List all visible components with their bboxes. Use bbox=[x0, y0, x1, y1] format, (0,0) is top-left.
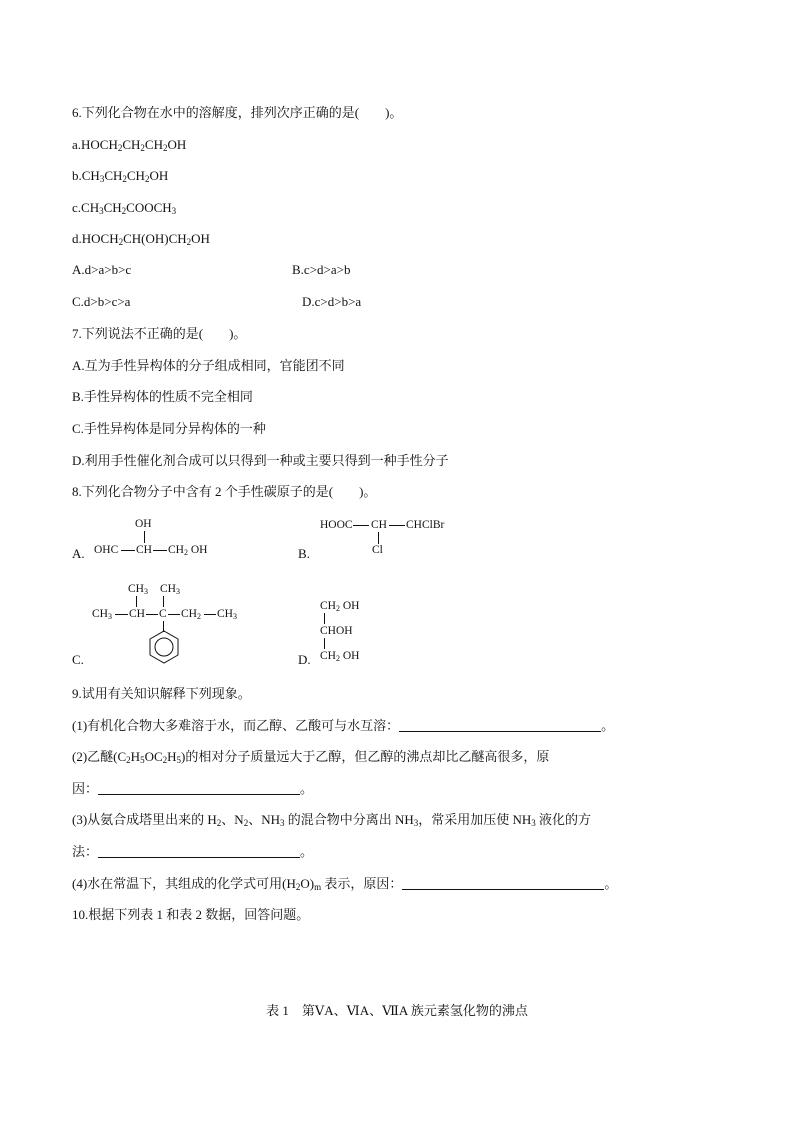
struct-c-bond-v1 bbox=[136, 596, 137, 607]
struct-c-ch3-right: $CH_3$ bbox=[217, 608, 237, 621]
answer-blank-1[interactable] bbox=[399, 719, 601, 732]
struct-d-bond-v1 bbox=[324, 613, 325, 624]
q8-label-c: C. bbox=[72, 652, 84, 667]
struct-d-row2: CHOH bbox=[320, 625, 353, 637]
q6-stem: 6.下列化合物在水中的溶解度，排列次序正确的是( )。 bbox=[72, 105, 403, 120]
struct-b-cl: Cl bbox=[372, 544, 383, 556]
struct-c-c: C bbox=[159, 608, 167, 620]
q8-label-b: B. bbox=[298, 546, 310, 561]
q6-option-c: C.d>b>c>a bbox=[72, 294, 131, 309]
answer-blank-3[interactable] bbox=[98, 845, 300, 858]
struct-c-ch3-left: $CH_3$ bbox=[92, 608, 112, 621]
struct-c-ch3-top1: $CH_3$ bbox=[128, 583, 148, 596]
struct-b-bond-v bbox=[378, 532, 379, 544]
q9-part-3-line2: 法： 。 bbox=[72, 844, 314, 859]
struct-c-bond-2 bbox=[146, 614, 158, 615]
q6-item-b: $b.CH_3CH_2CH_2OH$ bbox=[72, 168, 169, 184]
struct-b-bond-2 bbox=[389, 525, 405, 526]
q6-item-c: $c.CH_3CH_2COOCH_3$ bbox=[72, 200, 177, 216]
q6-item-d: $d.HOCH_2CH(OH)CH_2OH$ bbox=[72, 231, 210, 247]
struct-c-ch: CH bbox=[129, 608, 145, 620]
struct-a-ch: CH bbox=[136, 544, 152, 556]
struct-d-row1: $CH_2$ OH bbox=[320, 600, 360, 613]
struct-a-bond-2 bbox=[153, 550, 167, 551]
table-1-caption: 表 1 第ⅤA、ⅥA、ⅦA 族元素氢化物的沸点 bbox=[266, 1003, 528, 1018]
answer-blank-4[interactable] bbox=[402, 877, 604, 890]
struct-c-bond-4 bbox=[204, 614, 216, 615]
q7-stem: 7.下列说法不正确的是( )。 bbox=[72, 326, 247, 341]
benzene-ring-icon bbox=[148, 630, 180, 664]
q9-part-2: (2)乙醚$(C_2H_5OC_2H_5)$的相对分子质量远大于乙醇，但乙醇的沸点却比乙醚高很多，原 bbox=[72, 749, 550, 765]
struct-a-ch2oh: $CH_2$ OH bbox=[168, 544, 208, 557]
q7-option-c: C.手性异构体是同分异构体的一种 bbox=[72, 421, 266, 436]
struct-a-bond-v bbox=[144, 531, 145, 543]
struct-c-ch2: $CH_2$ bbox=[181, 608, 201, 621]
answer-blank-2[interactable] bbox=[98, 782, 300, 795]
q8-stem: 8.下列化合物分子中含有 2 个手性碳原子的是( )。 bbox=[72, 484, 377, 499]
struct-a-bond-1 bbox=[121, 550, 135, 551]
struct-a-ohc: OHC bbox=[94, 544, 119, 556]
q9-stem: 9.试用有关知识解释下列现象。 bbox=[72, 686, 251, 701]
struct-b-bond-1 bbox=[353, 525, 369, 526]
q7-option-b: B.手性异构体的性质不完全相同 bbox=[72, 389, 253, 404]
q6-option-b: B.c>d>a>b bbox=[292, 262, 351, 277]
struct-c-bond-1 bbox=[115, 614, 128, 615]
q8-label-d: D. bbox=[298, 652, 311, 667]
struct-c-ch3-top2: $CH_3$ bbox=[160, 583, 180, 596]
struct-b-chclbr: CHClBr bbox=[406, 519, 445, 531]
q8-label-a: A. bbox=[72, 546, 85, 561]
q6-option-d: D.c>d>b>a bbox=[302, 294, 362, 309]
q9-part-4: (4)水在常温下，其组成的化学式可用$(H_2O)_m$ 表示，原因： 。 bbox=[72, 876, 618, 892]
q9-part-1: (1)有机化合物大多难溶于水，而乙醇、乙酸可与水互溶： 。 bbox=[72, 718, 615, 733]
struct-c-bond-v2 bbox=[163, 596, 164, 607]
q10-stem: 10.根据下列表 1 和表 2 数据，回答问题。 bbox=[72, 907, 310, 922]
struct-b-hooc: HOOC bbox=[320, 519, 353, 531]
struct-b-ch: CH bbox=[371, 519, 387, 531]
q6-option-a: A.d>a>b>c bbox=[72, 262, 132, 277]
q9-part-3: (3)从氨合成塔里出来的 $H_2$、$N_2$、$NH_3$ 的混合物中分离出 $NH_3$，常采用加压使 $NH_3$ 液化的方 bbox=[72, 812, 592, 828]
q7-option-a: A.互为手性异构体的分子组成相同，官能团不同 bbox=[72, 358, 345, 373]
q9-part-2-line2: 因： 。 bbox=[72, 781, 314, 796]
q7-option-d: D.利用手性催化剂合成可以只得到一种或主要只得到一种手性分子 bbox=[72, 453, 449, 468]
struct-d-bond-v2 bbox=[324, 638, 325, 649]
struct-c-bond-3 bbox=[168, 614, 180, 615]
struct-a-oh: OH bbox=[135, 518, 152, 530]
q6-item-a: $a.HOCH_2CH_2CH_2OH$ bbox=[72, 137, 187, 153]
struct-d-row3: $CH_2$ OH bbox=[320, 650, 360, 663]
